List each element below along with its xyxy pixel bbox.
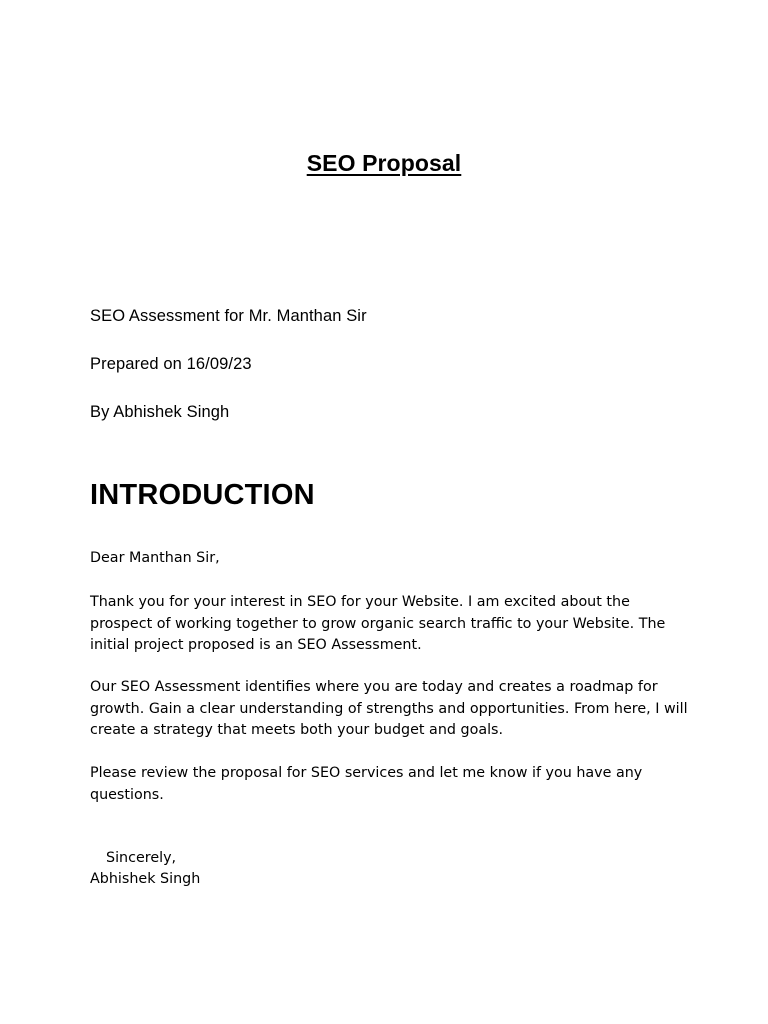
intro-paragraph: Please review the proposal for SEO services and let me know if you have any questions. — [90, 765, 643, 803]
introduction-heading: INTRODUCTION — [90, 479, 315, 511]
salutation: Dear Manthan Sir, — [90, 550, 220, 566]
author-line: By Abhishek Singh — [90, 403, 230, 421]
intro-paragraph: Thank you for your interest in SEO for your Website. I am excited about the prospect of working together to grow organic search traffic to your Website. The initial project proposed is an SEO Assessment. — [90, 594, 666, 653]
assessment-for-line: SEO Assessment for Mr. Manthan Sir — [90, 307, 367, 325]
signature: Abhishek Singh — [90, 871, 201, 887]
intro-paragraph: Our SEO Assessment identifies where you are today and creates a roadmap for growth. Gain a clear understanding of strengths and opportunities. From here, I will create a strategy that meets both your budget and goals. — [90, 679, 688, 738]
document-title: SEO Proposal — [306, 150, 462, 176]
closing: Sincerely, — [106, 850, 177, 866]
prepared-on-line: Prepared on 16/09/23 — [90, 355, 252, 373]
